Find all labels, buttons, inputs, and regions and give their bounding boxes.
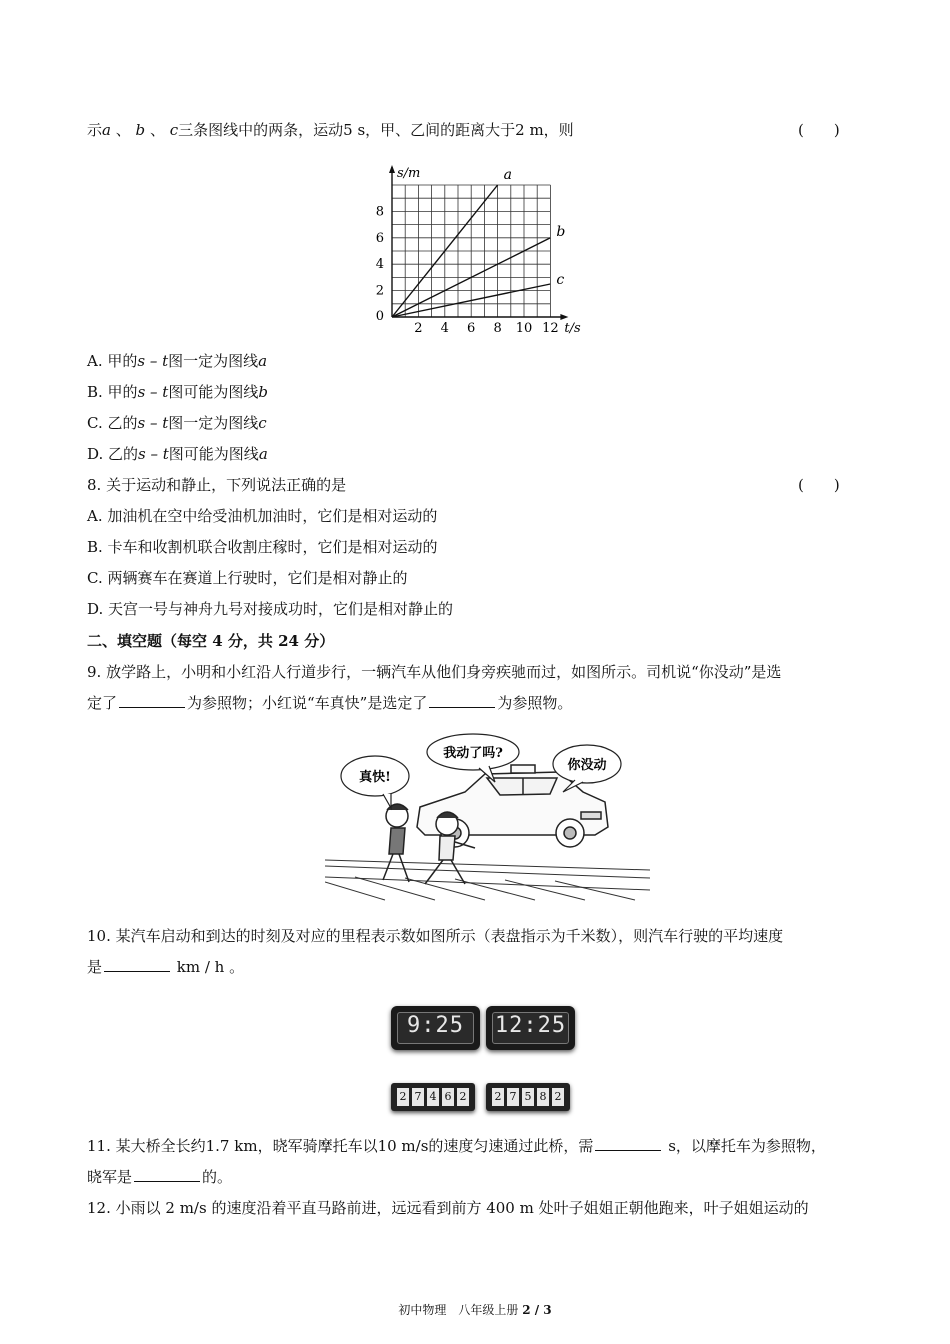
y-axis-arrow <box>389 165 395 173</box>
odo-end-digit: 8 <box>537 1088 549 1106</box>
q7-option-c[interactable]: C. 乙的s – t图一定为图线c <box>87 414 267 432</box>
series-label-b: b <box>556 223 566 240</box>
series-label-c: c <box>556 272 565 288</box>
q7-st-graph <box>360 150 600 340</box>
q10-line2: 是 km / h 。 <box>87 958 245 976</box>
y-tick-label: 2 <box>375 283 384 299</box>
y-tick-label: 4 <box>375 257 384 273</box>
q11-line2: 晓军是 的。 <box>87 1168 233 1186</box>
q8-option-c[interactable]: C. 两辆赛车在赛道上行驶时，它们是相对静止的 <box>87 569 408 587</box>
bubble-text-2: 我动了吗? <box>443 746 503 761</box>
odo-start-digit: 6 <box>442 1088 454 1106</box>
x-tick-label: 10 <box>515 321 533 336</box>
x-tick-label: 8 <box>493 321 502 336</box>
q11-line1: 11. 某大桥全长约1.7 km，晓军骑摩托车以10 m/s的速度匀速通过此桥，需 s，以摩托车为参照物， <box>87 1137 826 1155</box>
clock-start <box>391 1006 480 1050</box>
q8-option-d[interactable]: D. 天宫一号与神舟九号对接成功时，它们是相对静止的 <box>87 600 454 618</box>
q10-blank[interactable] <box>104 957 170 972</box>
q9-cartoon-illustration <box>325 732 650 902</box>
bubble-text-3: 你没动 <box>567 758 607 773</box>
q7-answer-paren: ( ) <box>798 121 840 139</box>
q8-option-a[interactable]: A. 加油机在空中给受油机加油时，它们是相对运动的 <box>87 507 438 525</box>
odo-end-digit: 5 <box>522 1088 534 1106</box>
odo-end-digit: 7 <box>507 1088 519 1106</box>
x-tick-label: 6 <box>467 321 476 336</box>
y-axis-label: s/m <box>397 166 421 181</box>
sidewalk <box>325 860 650 900</box>
odo-start-digit: 2 <box>397 1088 409 1106</box>
q7-option-d[interactable]: D. 乙的s – t图可能为图线a <box>87 445 268 463</box>
q9-blank-1[interactable] <box>119 693 185 708</box>
y-tick-label: 8 <box>375 204 384 220</box>
page-number: 2 / 3 <box>522 1303 552 1317</box>
y-tick-label: 6 <box>375 230 384 246</box>
odometer-end <box>486 1083 570 1111</box>
graph-grid <box>392 185 550 317</box>
q11-blank-2[interactable] <box>134 1167 200 1182</box>
odometer-start <box>391 1083 475 1111</box>
x-tick-label: 12 <box>542 321 559 336</box>
odo-start-digit: 2 <box>457 1088 469 1106</box>
q12-line1: 12. 小雨以 2 m/s 的速度沿着平直马路前进，远远看到前方 400 m 处叶子姐姐正朝他跑来，叶子姐姐运动的 <box>87 1199 809 1217</box>
odo-start-digit: 7 <box>412 1088 424 1106</box>
x-tick-label: 2 <box>414 321 423 336</box>
q8-answer-paren: ( ) <box>798 476 840 494</box>
q8-option-b[interactable]: B. 卡车和收割机联合收割庄稼时，它们是相对运动的 <box>87 538 438 556</box>
clock-start-display: 9:25 <box>397 1012 474 1044</box>
section-title-fill-blank: 二、填空题（每空 4 分，共 24 分） <box>87 632 335 650</box>
clock-end-display: 12:25 <box>492 1012 569 1044</box>
page-footer: 初中物理 八年级上册 2 / 3 <box>398 1303 552 1317</box>
q9-line1: 9. 放学路上，小明和小红沿人行道步行，一辆汽车从他们身旁疾驰而过，如图所示。司机说“你没动”是选 <box>87 663 782 681</box>
q11-blank-1[interactable] <box>595 1136 661 1151</box>
x-axis-label: t/s <box>564 321 581 336</box>
odo-end-digit: 2 <box>492 1088 504 1106</box>
q7-option-a[interactable]: A. 甲的s – t图一定为图线a <box>87 352 268 370</box>
clock-end <box>486 1006 575 1050</box>
bubble-text-1: 真快! <box>359 770 391 785</box>
odo-end-digit: 2 <box>552 1088 564 1106</box>
q7-stem: 示a 、 b 、 c三条图线中的两条，运动5 s，甲、乙间的距离大于2 m，则 <box>87 121 574 139</box>
odo-start-digit: 4 <box>427 1088 439 1106</box>
q7-option-b[interactable]: B. 甲的s – t图可能为图线b <box>87 383 268 401</box>
x-tick-label: 4 <box>440 321 449 336</box>
q8-stem: 8. 关于运动和静止，下列说法正确的是 <box>87 476 347 494</box>
q9-blank-2[interactable] <box>429 693 495 708</box>
origin-label: 0 <box>375 309 384 324</box>
series-label-a: a <box>503 167 512 183</box>
q9-line2: 定了 为参照物；小红说“车真快”是选定了 为参照物。 <box>87 694 573 712</box>
q10-line1: 10. 某汽车启动和到达的时刻及对应的里程表示数如图所示（表盘指示为千米数），则汽车行驶的平均速度 <box>87 927 784 945</box>
x-axis-arrow <box>560 314 568 320</box>
